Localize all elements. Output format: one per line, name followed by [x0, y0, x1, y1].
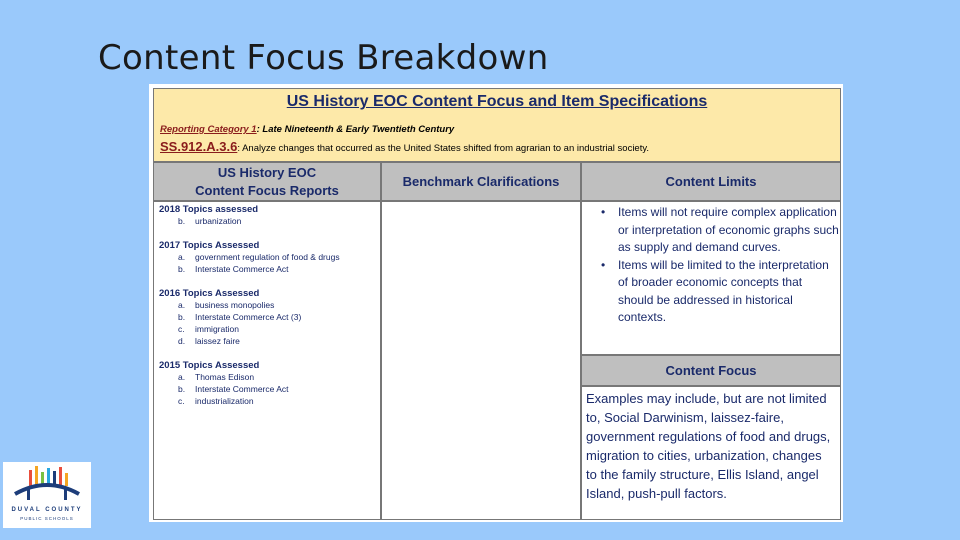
- spec-table: [153, 162, 841, 520]
- benchmark-code: SS.912.A.3.6: [160, 139, 238, 154]
- spec-header: [153, 88, 841, 162]
- topic-group-heading: 2018 Topics assessed: [159, 204, 259, 215]
- logo-line1: DUVAL COUNTY: [11, 507, 83, 513]
- reports-header-line1: US History EOC: [217, 164, 317, 180]
- topic-item: [159, 251, 380, 263]
- topic-item: [159, 299, 380, 311]
- topic-item-marker: d.: [178, 336, 186, 346]
- bullet-icon: •: [601, 257, 606, 272]
- topic-item-text: Interstate Commerce Act (3): [195, 312, 302, 322]
- topic-item: [159, 323, 380, 335]
- focus-header: Content Focus: [581, 355, 841, 386]
- topic-group-heading: 2017 Topics Assessed: [159, 240, 260, 251]
- topic-groups: [159, 204, 380, 407]
- topics-column: [153, 201, 381, 520]
- topic-item-marker: b.: [178, 384, 186, 394]
- topic-item: [159, 395, 380, 407]
- limit-item: [582, 204, 840, 257]
- limit-item: [582, 257, 840, 327]
- topic-item: [159, 215, 380, 227]
- topic-item-text: Thomas Edison: [195, 372, 255, 382]
- topic-item-text: immigration: [195, 324, 239, 334]
- spec-title: US History EOC Content Focus and Item Specifications: [286, 93, 708, 110]
- clarifications-header: Benchmark Clarifications: [381, 162, 581, 201]
- topic-item: [159, 311, 380, 323]
- limits-body: [581, 201, 841, 355]
- topic-item-marker: a.: [178, 372, 186, 382]
- topic-group: [159, 360, 380, 407]
- benchmark: [160, 139, 649, 154]
- topic-group: [159, 288, 380, 347]
- topic-item-marker: b.: [178, 312, 186, 322]
- topic-item: [159, 335, 380, 347]
- clarifications-body: [381, 201, 581, 520]
- topic-group: [159, 240, 380, 275]
- topic-item: [159, 383, 380, 395]
- bullet-icon: •: [601, 205, 606, 219]
- topic-group: [159, 204, 380, 227]
- benchmark-text: : Analyze changes that occurred as the United States shifted from agrarian to an industrial society.: [237, 143, 650, 154]
- limits-list: [582, 204, 840, 327]
- topic-group-heading: 2016 Topics Assessed: [159, 288, 260, 299]
- topic-item-marker: b.: [178, 264, 186, 274]
- topic-item-marker: a.: [178, 300, 186, 310]
- logo-line2: PUBLIC SCHOOLS: [20, 516, 74, 521]
- topic-item-text: laissez faire: [195, 336, 240, 346]
- topic-item-text: urbanization: [195, 216, 242, 226]
- topic-item-marker: c.: [178, 324, 185, 334]
- topic-item: [159, 371, 380, 383]
- reports-header: [153, 162, 381, 201]
- slide-title: Content Focus Breakdown: [98, 38, 549, 78]
- duval-logo: [3, 462, 91, 528]
- spec-document: [149, 84, 843, 522]
- logo-bridge-icon: [3, 462, 91, 506]
- reports-header-line2: Content Focus Reports: [195, 182, 339, 198]
- reporting-category-label: Reporting Category 1: [160, 124, 257, 135]
- limits-header: Content Limits: [581, 162, 841, 201]
- reporting-category-text: : Late Nineteenth & Early Twentieth Century: [256, 124, 455, 135]
- topic-item-text: government regulation of food & drugs: [195, 252, 340, 262]
- topic-item-text: business monopolies: [195, 300, 275, 310]
- topic-group-heading: 2015 Topics Assessed: [159, 360, 260, 371]
- reporting-category: [160, 124, 454, 135]
- topic-item-text: Interstate Commerce Act: [195, 384, 289, 394]
- focus-body: Examples may include, but are not limited to, Social Darwinism, laissez-faire, government regulations of food and drugs, migration to cities, urbanization, changes to the family structure, Ellis Island, angel Island, push-pull factors.: [581, 386, 841, 520]
- topic-item-marker: b.: [178, 216, 186, 226]
- topic-item-text: industrialization: [195, 396, 254, 406]
- topic-item-marker: a.: [178, 252, 186, 262]
- topic-item: [159, 263, 380, 275]
- limit-text: Items will be limited to the interpretation of broader economic concepts that should be addressed in historical contexts.: [618, 257, 829, 324]
- topic-item-text: Interstate Commerce Act: [195, 264, 289, 274]
- topic-item-marker: c.: [178, 396, 185, 406]
- limit-text: Items will not require complex application or interpretation of economic graphs such as supply and demand curves.: [618, 205, 839, 254]
